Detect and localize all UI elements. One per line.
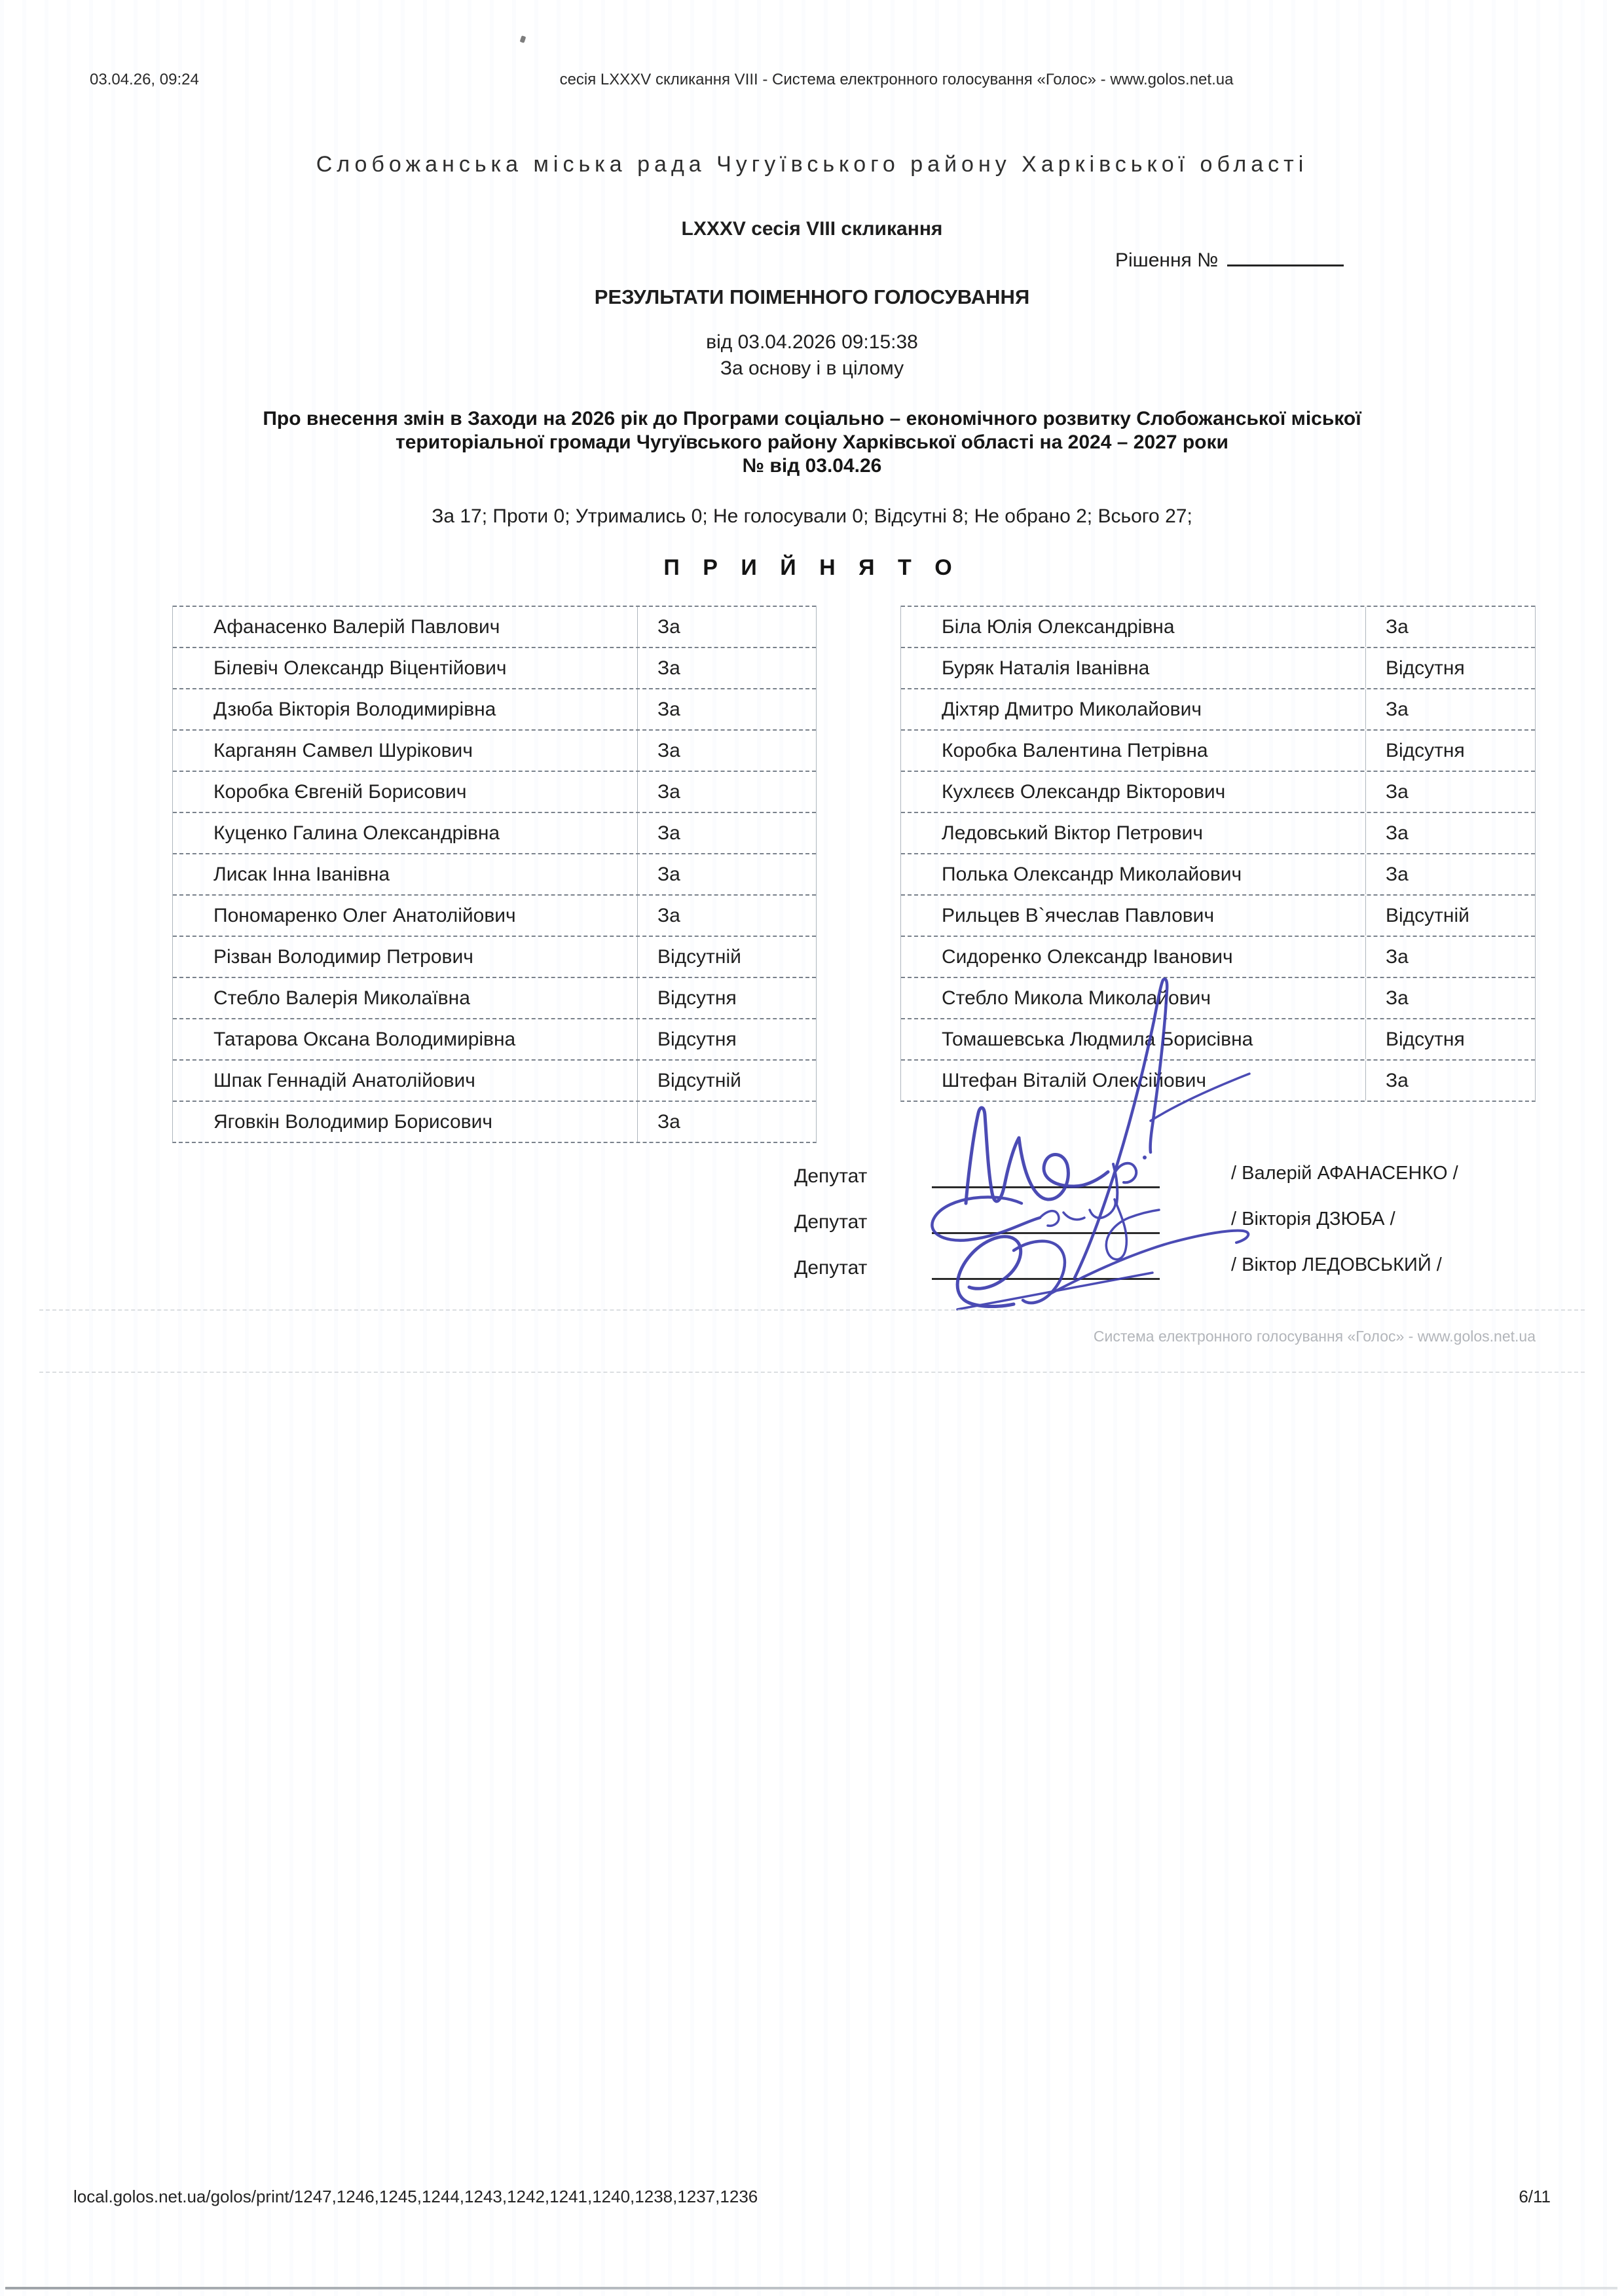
vote-value: За <box>657 864 680 885</box>
vote-value: Відсутня <box>1386 740 1465 761</box>
deputy-name: Афанасенко Валерій Павлович <box>173 607 638 647</box>
deputy-name: Стебло Микола Миколайович <box>901 978 1366 1018</box>
deputy-name: Дзюба Вікторія Володимирівна <box>173 689 638 729</box>
council-title: Слобожанська міська рада Чугуївського району Харківської області <box>316 152 1308 177</box>
vote-value: Відсутній <box>657 1070 741 1091</box>
footer-url: local.golos.net.ua/golos/print/1247,1246,1245,1244,1243,1242,1241,1240,1238,1237,1236 <box>73 2187 758 2206</box>
table-row <box>901 812 1535 853</box>
decision-result: П Р И Й Н Я Т О <box>663 555 961 580</box>
deputy-name: Різван Володимир Петрович <box>173 937 638 977</box>
deputy-name: Ледовський Віктор Петрович <box>901 813 1366 853</box>
vote-value: Відсутня <box>1386 657 1465 679</box>
table-row <box>173 894 816 936</box>
scan-edge-line <box>5 2287 1617 2289</box>
table-row <box>901 647 1535 688</box>
decision-label: Рішення № <box>1115 249 1219 271</box>
vote-value: За <box>1386 1070 1409 1091</box>
table-row <box>173 1059 816 1101</box>
signature-role-label: Депутат <box>794 1165 868 1187</box>
vote-value: Відсутня <box>1386 1029 1465 1050</box>
vote-value: За <box>657 740 680 761</box>
signatory-name: / Вікторія ДЗЮБА / <box>1231 1209 1395 1230</box>
table-row <box>173 729 816 771</box>
vote-value: За <box>657 905 680 926</box>
table-row <box>173 688 816 729</box>
deputy-name: Пономаренко Олег Анатолійович <box>173 896 638 936</box>
deputy-name: Сидоренко Олександр Іванович <box>901 937 1366 977</box>
results-title: РЕЗУЛЬТАТИ ПОІМЕННОГО ГОЛОСУВАННЯ <box>594 285 1030 308</box>
table-row <box>173 812 816 853</box>
deputy-name: Шпак Геннадій Анатолійович <box>173 1061 638 1101</box>
vote-value: За <box>657 1111 680 1133</box>
vote-value: Відсутня <box>657 987 737 1009</box>
session-line: LXXXV сесія VIII скликання <box>681 218 943 240</box>
deputy-name: Карганян Самвел Шурікович <box>173 731 638 771</box>
signature-row <box>0 1206 1624 1252</box>
deputy-name: Біла Юлія Олександрівна <box>901 607 1366 647</box>
deputy-name: Татарова Оксана Володимирівна <box>173 1019 638 1059</box>
table-row <box>901 771 1535 812</box>
vote-value: Відсутній <box>1386 905 1469 926</box>
deputy-name: Штефан Віталій Олексійович <box>901 1061 1366 1101</box>
deputy-name: Білевіч Олександр Віцентійович <box>173 648 638 688</box>
signature-row <box>0 1160 1624 1206</box>
vote-table-left <box>172 606 817 1143</box>
deputy-name: Коробка Валентина Петрівна <box>901 731 1366 771</box>
signatory-name: / Валерій АФАНАСЕНКО / <box>1231 1163 1458 1184</box>
decision-number-block <box>1115 245 1344 272</box>
deputy-name: Томашевська Людмила Борисівна <box>901 1019 1366 1059</box>
vote-value: За <box>1386 946 1409 968</box>
vote-value: За <box>657 699 680 720</box>
table-row <box>173 647 816 688</box>
table-row <box>901 853 1535 894</box>
print-timestamp: 03.04.26, 09:24 <box>90 71 199 88</box>
signature-role-label: Депутат <box>794 1211 868 1233</box>
deputy-name: Рильцев В`ячеслав Павлович <box>901 896 1366 936</box>
deputy-name: Куценко Галина Олександрівна <box>173 813 638 853</box>
signature-role-label: Депутат <box>794 1257 868 1279</box>
decision-number-blank-line <box>1227 245 1344 266</box>
page-separator-bottom <box>39 1372 1585 1373</box>
deputy-name: Коробка Євгеній Борисович <box>173 772 638 812</box>
table-row <box>173 1101 816 1142</box>
handwritten-signatures-ink <box>904 962 1297 1316</box>
table-row <box>173 977 816 1018</box>
deputy-name: Стебло Валерія Миколаївна <box>173 978 638 1018</box>
table-row <box>901 729 1535 771</box>
deputy-name: Полька Олександр Миколайович <box>901 854 1366 894</box>
deputy-name: Діхтяр Дмитро Миколайович <box>901 689 1366 729</box>
vote-totals: За 17; Проти 0; Утримались 0; Не голосували 0; Відсутні 8; Не обрано 2; Всього 27; <box>432 505 1192 527</box>
subject-number: № від 03.04.26 <box>742 455 882 477</box>
signatory-name: / Віктор ЛЕДОВСЬКИЙ / <box>1231 1254 1442 1275</box>
table-row <box>901 688 1535 729</box>
vote-value: Відсутній <box>657 946 741 968</box>
signature-row <box>0 1252 1624 1298</box>
deputy-name: Кухлєєв Олександр Вікторович <box>901 772 1366 812</box>
vote-value: За <box>1386 987 1409 1009</box>
vote-value: За <box>1386 699 1409 720</box>
vote-value: За <box>657 781 680 803</box>
table-row <box>173 606 816 647</box>
vote-value: За <box>1386 864 1409 885</box>
vote-value: За <box>657 657 680 679</box>
vote-value: Відсутня <box>657 1029 737 1050</box>
system-watermark: Система електронного голосування «Голос» - www.golos.net.ua <box>1093 1328 1536 1345</box>
vote-value: За <box>1386 781 1409 803</box>
vote-value: За <box>1386 822 1409 844</box>
deputy-name: Лисак Інна Іванівна <box>173 854 638 894</box>
vote-value: За <box>1386 616 1409 638</box>
table-row <box>901 606 1535 647</box>
print-header-title: сесія LXXXV скликання VIII - Система електронного голосування «Голос» - www.golos.net.ua <box>559 71 1234 88</box>
scan-speck <box>520 35 526 43</box>
subject-line-2: територіальної громади Чугуївського району Харківської області на 2024 – 2027 роки <box>396 431 1228 453</box>
page-separator-top <box>39 1309 1585 1311</box>
table-row <box>173 771 816 812</box>
vote-datetime: від 03.04.2026 09:15:38 <box>706 331 918 353</box>
subject-line-1: Про внесення змін в Заходи на 2026 рік до Програми соціально – економічного розвитку Слобожанської міської <box>263 408 1361 429</box>
deputy-name: Яговкін Володимир Борисович <box>173 1102 638 1142</box>
table-row <box>173 936 816 977</box>
table-row <box>173 1018 816 1059</box>
table-row <box>173 853 816 894</box>
footer-page-number: 6/11 <box>1519 2187 1551 2206</box>
vote-value: За <box>657 616 680 638</box>
vote-mode: За основу і в цілому <box>720 357 904 379</box>
table-row <box>901 894 1535 936</box>
vote-value: За <box>657 822 680 844</box>
deputy-name: Буряк Наталія Іванівна <box>901 648 1366 688</box>
